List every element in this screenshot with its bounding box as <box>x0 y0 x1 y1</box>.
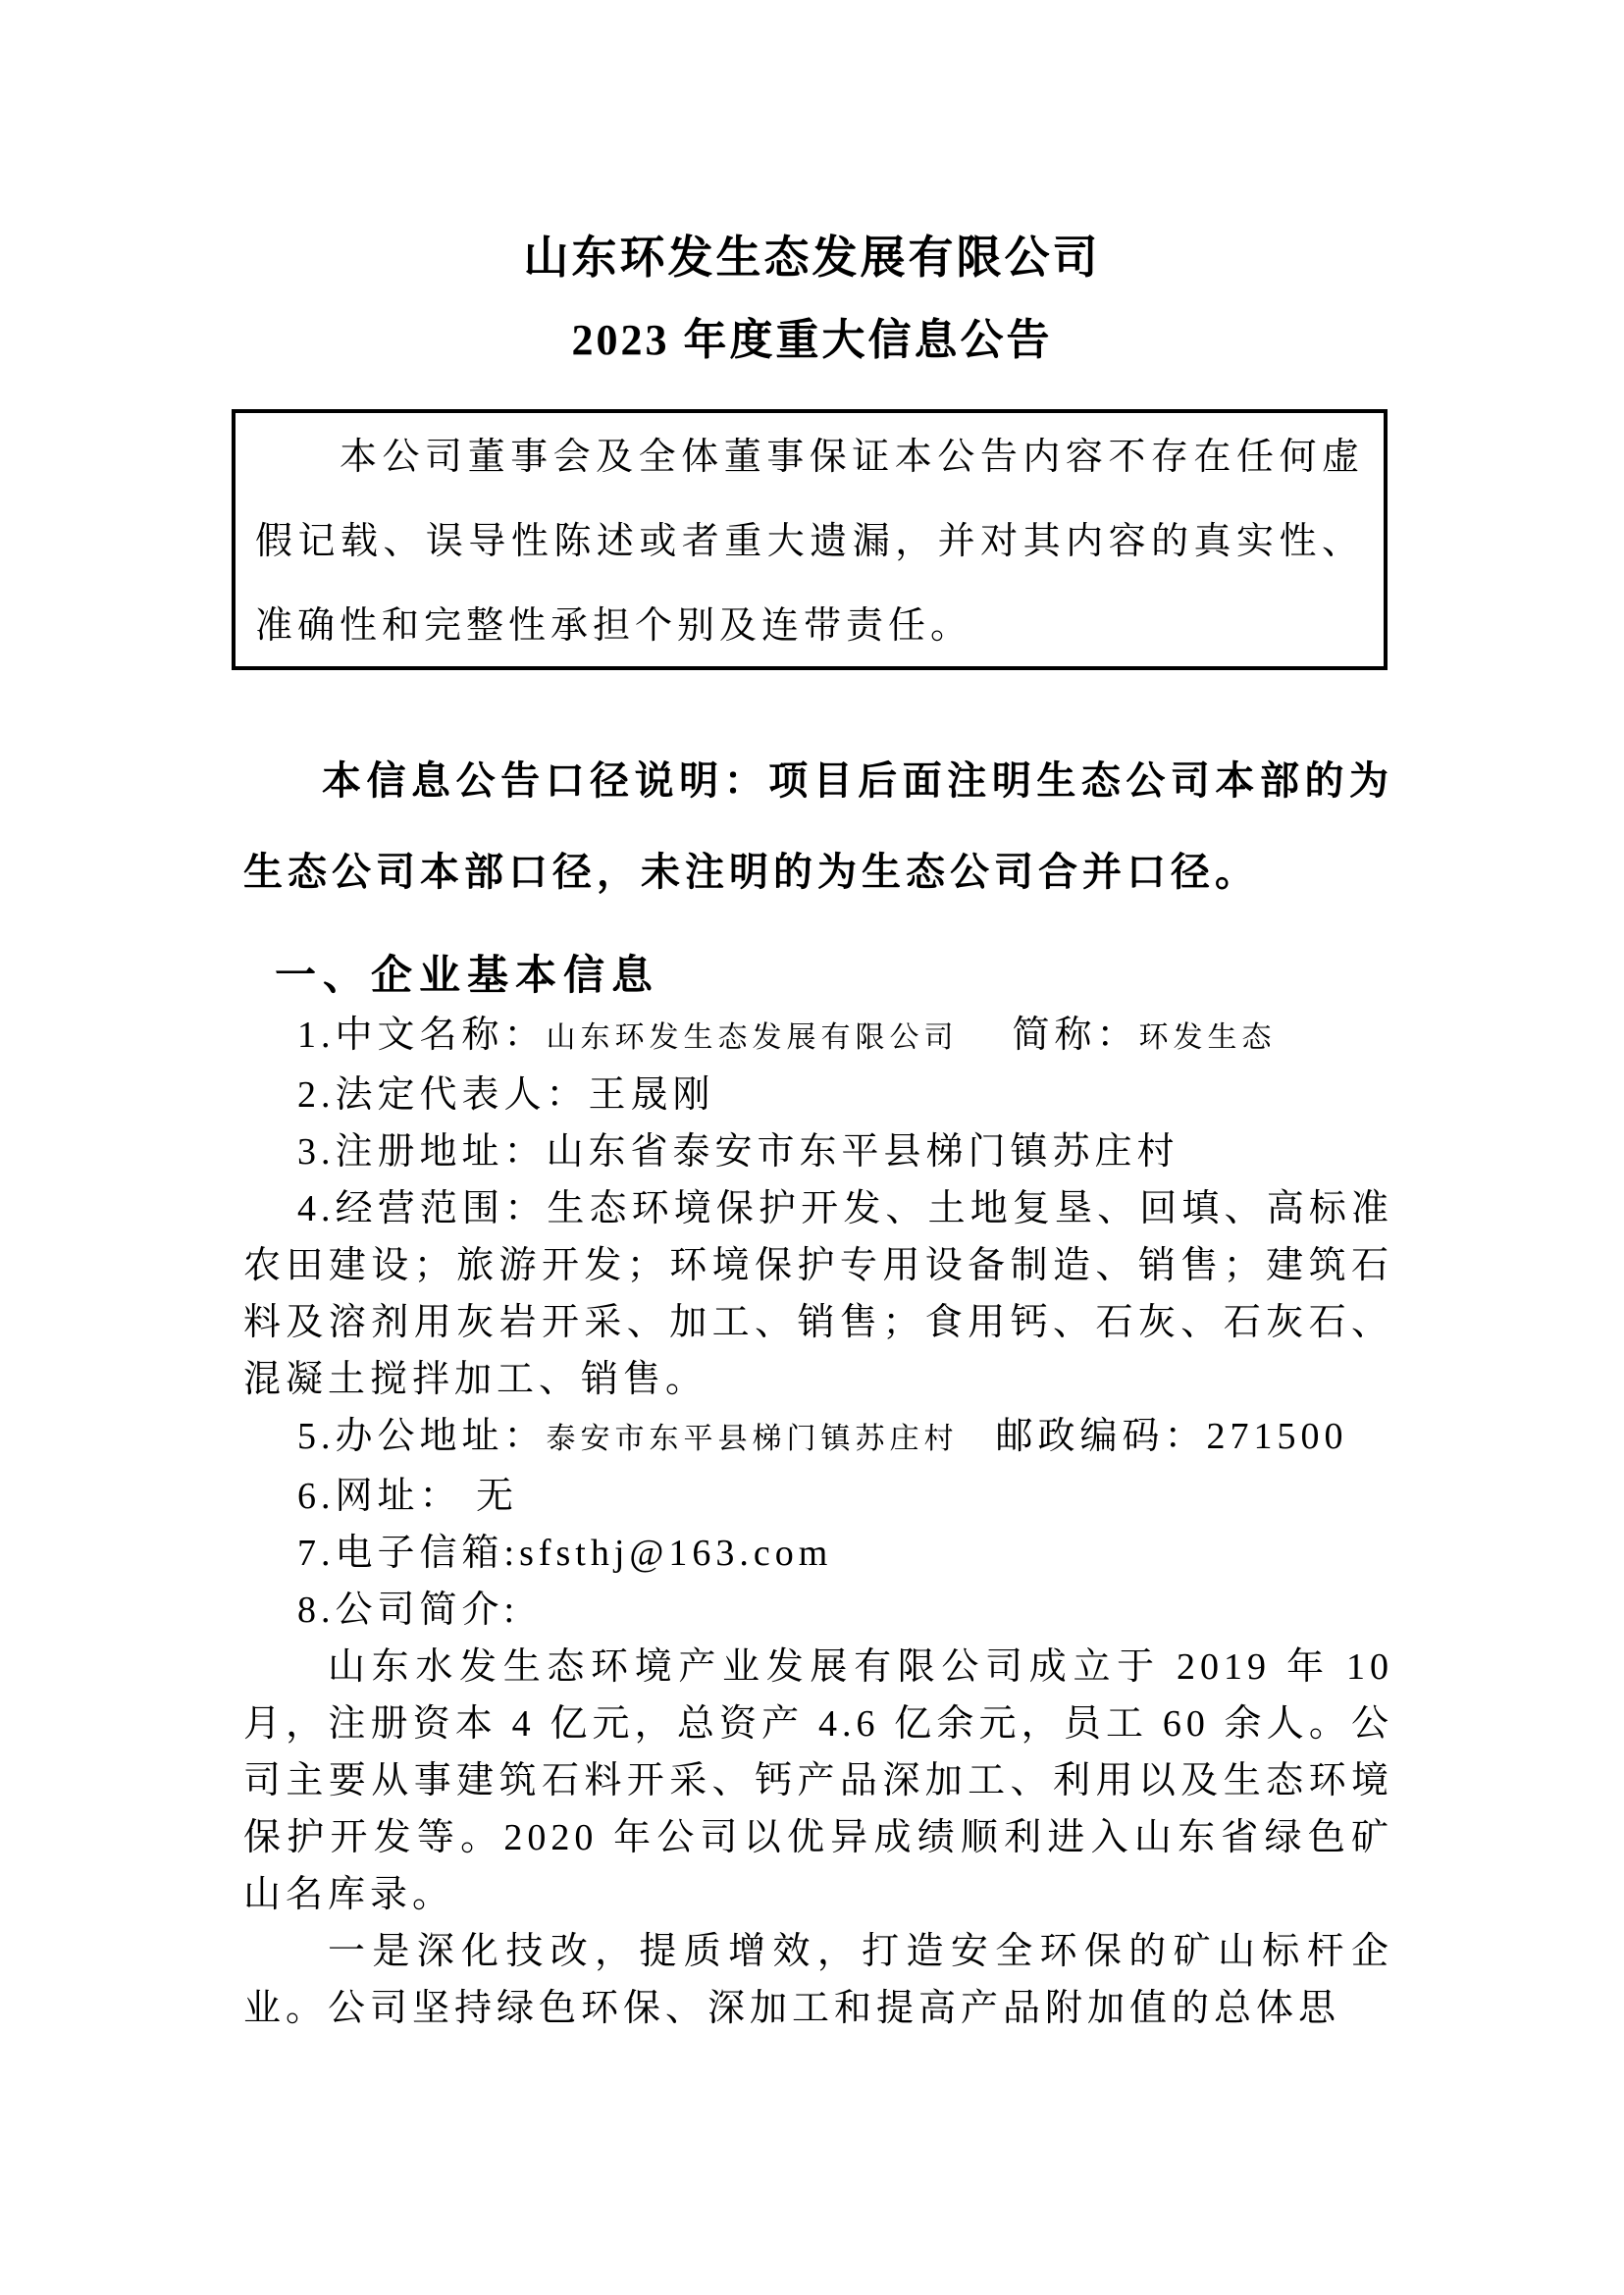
item-business-scope: 4.经营范围：生态环境保护开发、土地复垦、回填、高标准农田建设；旅游开发；环境保护专用设备制造、销售；建筑石料及溶剂用灰岩开采、加工、销售；食用钙、石灰、石灰石、混凝土搅拌加工、销售。 <box>243 1188 1393 1400</box>
item-profile-heading: 8.公司简介: <box>297 1590 520 1631</box>
postcode-label: 邮政编码： <box>995 1416 1207 1457</box>
postcode-value: 271500 <box>1206 1416 1348 1457</box>
email-value: sfsthj@163.com <box>519 1533 833 1574</box>
item-chinese-name <box>243 1007 1393 1067</box>
document-title-announcement: 2023 年度重大信息公告 <box>571 316 1053 364</box>
profile-paragraph-1: 山东水发生态环境产业发展有限公司成立于 2019 年 10 月，注册资本 4 亿元，总资产 4.6 亿余元，员工 60 余人。公司主要从事建筑石料开采、钙产品深加工、利用以及生态环境保护开发等。2020 年公司以优异成绩顺利进入山东省绿色矿山名库录。 <box>243 1646 1393 1915</box>
section-heading-basic-info: 一、企业基本信息 <box>275 954 660 999</box>
abbreviation-value: 环发生态 <box>1138 1021 1277 1054</box>
chinese-name-label: 1.中文名称： <box>297 1015 547 1056</box>
document-title-company: 山东环发生态发展有限公司 <box>523 233 1101 283</box>
abbreviation-label: 简称： <box>1012 1015 1139 1056</box>
email-label: 7.电子信箱: <box>297 1533 520 1574</box>
item-email <box>243 1525 1393 1582</box>
caliber-note: 本信息公告口径说明：项目后面注明生态公司本部的为生态公司本部口径，未注明的为生态公司合并口径。 <box>243 758 1393 894</box>
office-address-label: 5.办公地址： <box>297 1416 547 1457</box>
item-website: 6.网址： 无 <box>297 1476 519 1517</box>
chinese-name-value: 山东环发生态发展有限公司 <box>546 1021 959 1054</box>
office-address-value: 泰安市东平县梯门镇苏庄村 <box>546 1423 959 1455</box>
disclaimer-text: 本公司董事会及全体董事保证本公告内容不存在任何虚假记载、误导性陈述或者重大遗漏，并对其内容的真实性、准确性和完整性承担个别及连带责任。 <box>255 437 1364 647</box>
item-registered-address: 3.注册地址：山东省泰安市东平县梯门镇苏庄村 <box>297 1131 1179 1173</box>
profile-paragraph-2: 一是深化技改，提质增效，打造安全环保的矿山标杆企业。公司坚持绿色环保、深加工和提高产品附加值的总体思 <box>243 1931 1393 2029</box>
disclaimer-box <box>232 409 1388 670</box>
basic-info-list <box>243 1007 1393 2037</box>
item-legal-representative: 2.法定代表人：王晟刚 <box>297 1074 715 1116</box>
item-office-address <box>243 1408 1393 1468</box>
